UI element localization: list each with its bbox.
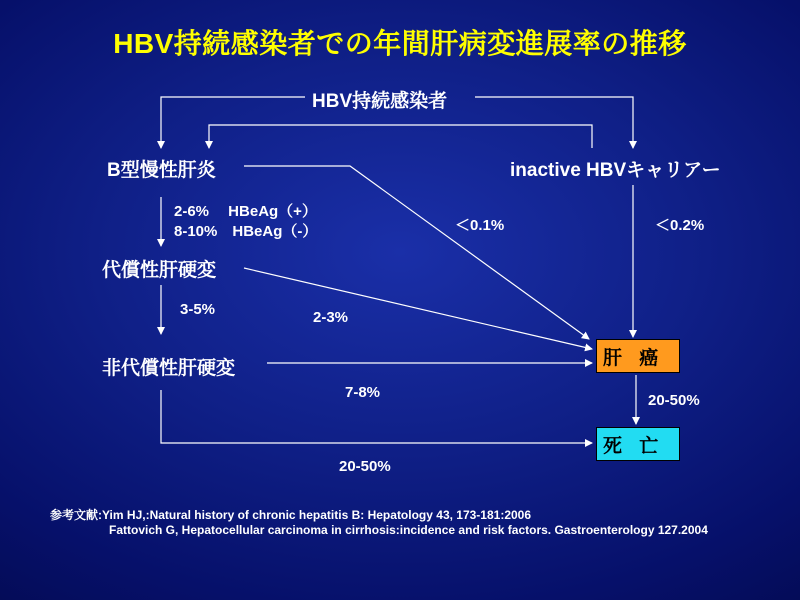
reference-2: Fattovich G, Hepatocellular carcinoma in cirrhosis:incidence and risk factors. Gastroenterology 127.2004 <box>109 523 708 537</box>
arrow-inactive-to-hepatitis <box>209 125 592 148</box>
rate-cancer-to-death: 20-50% <box>648 392 700 409</box>
reference-1-text: Yim HJ,:Natural history of chronic hepatitis B: Hepatology 43, 173-181:2006 <box>102 508 532 522</box>
reference-1 <box>50 506 531 523</box>
reference-label: 参考文献: <box>50 508 102 522</box>
arrow-compensated-to-cancer <box>244 268 592 349</box>
node-compensated-cirrhosis: 代償性肝硬変 <box>102 260 217 281</box>
node-hbv-carriers: HBV持続感染者 <box>312 91 448 112</box>
rate-decompensated-to-cancer: 7-8% <box>345 384 381 401</box>
rate-compensated-to-cancer: 2-3% <box>313 309 349 326</box>
slide-title: HBV持続感染者での年間肝病変進展率の推移 <box>113 28 687 59</box>
liver-cancer-label: 肝 癌 <box>603 347 665 369</box>
rate-hbeag-negative: 8-10% HBeAg（-） <box>174 223 318 240</box>
arrow-carriers-to-hepatitis <box>161 97 305 148</box>
arrow-hepatitis-to-cancer <box>244 166 589 339</box>
rate-decompensated-to-death: 20-50% <box>339 458 391 475</box>
rate-hbeag-positive: 2-6% HBeAg（+） <box>174 203 317 220</box>
node-death <box>596 427 680 461</box>
node-decompensated-cirrhosis: 非代償性肝硬変 <box>102 358 236 379</box>
arrow-carriers-to-inactive <box>475 97 633 148</box>
rate-inactive-to-cancer: ＜0.2% <box>655 217 705 234</box>
rate-compensated-to-decompensated: 3-5% <box>180 301 216 318</box>
node-liver-cancer <box>596 339 680 373</box>
node-chronic-hepatitis: B型慢性肝炎 <box>107 160 216 181</box>
node-inactive-carrier: inactive HBVキャリアー <box>510 160 721 181</box>
death-label: 死 亡 <box>603 435 665 457</box>
rate-hepatitis-to-cancer: ＜0.1% <box>455 217 505 234</box>
